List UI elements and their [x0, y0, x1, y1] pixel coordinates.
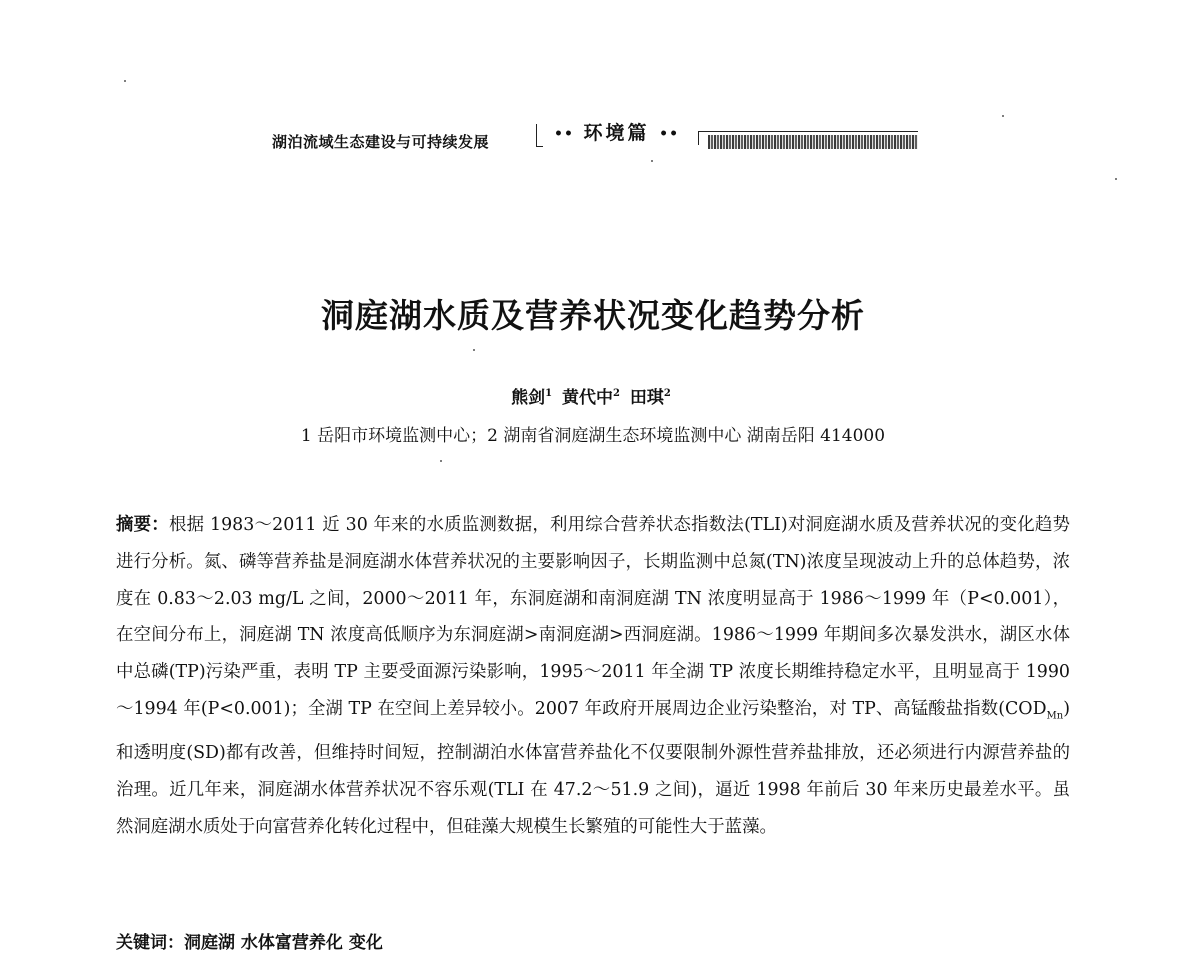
- section-label-text: 环境篇: [583, 122, 650, 144]
- abstract-paragraph: [116, 507, 1070, 846]
- paper-title: 洞庭湖水质及营养状况变化趋势分析: [321, 296, 865, 335]
- running-header: [268, 118, 920, 158]
- dots-decoration-left: ••: [554, 126, 574, 142]
- scan-speck: [1002, 115, 1004, 117]
- author-name: 田琪: [629, 388, 664, 408]
- scan-speck: [473, 349, 475, 351]
- scanned-banner-graphic: [708, 135, 918, 149]
- scan-speck: [1115, 178, 1117, 180]
- author-name: 熊剑: [511, 388, 546, 408]
- header-rule: [698, 131, 918, 132]
- author-affiliation-index: 2: [613, 388, 620, 400]
- scan-speck: [651, 160, 653, 162]
- abstract-text: 根据 1983～2011 近 30 年来的水质监测数据，利用综合营养状态指数法(TLI)对洞庭湖水质及营养状况的变化趋势进行分析。氮、磷等营养盐是洞庭湖水体营养状况的主要影响因子，长期监测中总氮(TN)浓度呈现波动上升的总体趋势，浓度在 0.83～2.03 mg/L 之间，2000～2011 年，东洞庭湖和南洞庭湖 TN 浓度明显高于 1986～1999 年（P<0.001），在空间分布上，洞庭湖 TN 浓度高低顺序为东洞庭湖>南洞庭湖>西洞庭湖。1986～1999 年期间多次暴发洪水，湖区水体中总磷(TP)污染严重，表明 TP 主要受面源污染影响，1995～2011 年全湖 TP 浓度长期维持稳定水平，且明显高于 1990～1994 年(P<0.001)；全湖 TP 在空间上差异较小。2007 年政府开展周边企业污染整治，对 TP、高锰酸盐指数(COD: [116, 515, 1070, 719]
- series-title: 湖泊流域生态建设与可持续发展: [272, 133, 490, 151]
- author-affiliation-index: 2: [663, 388, 671, 400]
- dots-decoration-right: ••: [659, 126, 680, 142]
- abstract-text-continued: )和透明度(SD)都有改善，但维持时间短，控制湖泊水体富营养盐化不仅要限制外源性营养盐排放，还必须进行内源营养盐的治理。近几年来，洞庭湖水体营养状况不容乐观(TLI 在 47.2～51.9 之间)，逼近 1998 年前后 30 年来历史最差水平。虽然洞庭湖水质处于向富营养化转化过程中，但硅藻大规模生长繁殖的可能性大于蓝藻。: [116, 698, 1070, 837]
- affiliation-line: 1 岳阳市环境监测中心；2 湖南省洞庭湖生态环境监测中心 湖南岳阳 414000: [300, 426, 886, 446]
- header-bracket-left: [536, 124, 543, 147]
- header-bracket-right: [698, 131, 699, 145]
- keywords-line: 关键词：洞庭湖 水体富营养化 变化: [116, 933, 383, 953]
- scan-speck: [124, 80, 126, 82]
- section-label: [554, 118, 679, 145]
- author-affiliation-index: 1: [545, 388, 553, 400]
- scan-speck: [440, 460, 442, 462]
- author-list: [0, 383, 1186, 408]
- abstract-label: 摘要：: [116, 515, 169, 535]
- author-name: 黄代中: [562, 388, 614, 408]
- cod-subscript: Mn: [1046, 710, 1064, 722]
